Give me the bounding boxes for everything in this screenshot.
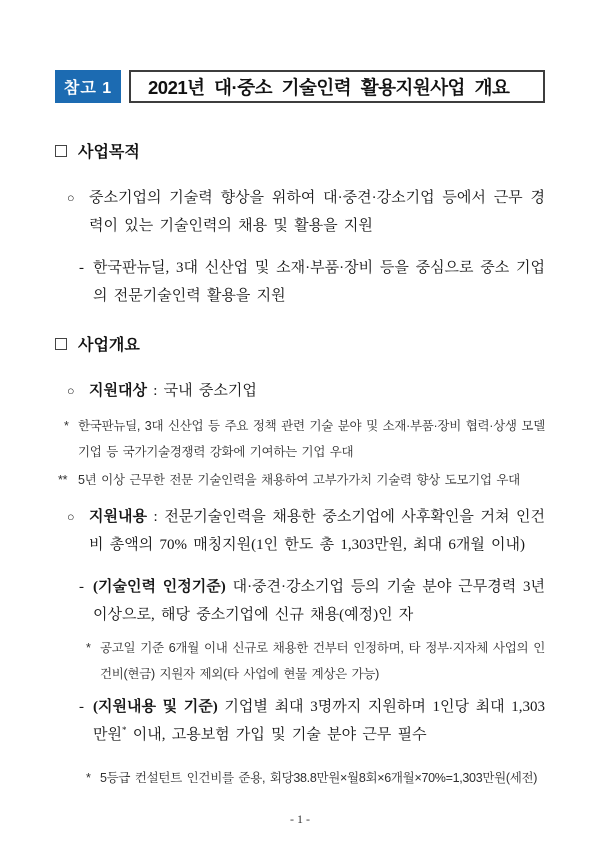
purpose-dash-item	[79, 254, 545, 310]
asterisk-icon: *	[86, 771, 91, 785]
support-standard-value1: 기업별 최대 3명까지 지원하며 1인당 최대 1,303만원	[93, 699, 546, 743]
support-content-label: 지원내용	[89, 509, 147, 525]
document-header	[55, 70, 545, 103]
dash-bullet-icon: -	[79, 579, 84, 595]
footnote-policy-priority	[64, 413, 545, 465]
circle-bullet-icon: ○	[67, 384, 75, 398]
support-standard-dash-item	[79, 693, 545, 749]
section-heading-label: 사업목적	[78, 144, 140, 161]
page-number: - 1 -	[290, 812, 310, 826]
dash-bullet-icon: -	[79, 699, 84, 715]
criteria-value: 대·중견·강소기업 등의 기술 분야 근무경력 3년 이상으로, 해당 중소기업에 신규 채용(예정)인 자	[93, 579, 546, 623]
square-bullet-icon	[55, 145, 67, 157]
section-heading-overview	[55, 332, 545, 355]
support-standard-label: (지원내용 및 기준)	[93, 699, 218, 715]
footnote-experience-priority	[58, 467, 545, 493]
footnote-recognition-rule	[86, 635, 545, 687]
support-content-value: 전문기술인력을 채용한 중소기업에 사후확인을 거쳐 인건비 총액의 70% 매칭지원(1인 한도 총 1,303만원, 최대 6개월 이내)	[89, 509, 545, 553]
support-target-item	[67, 377, 545, 405]
circle-bullet-icon: ○	[67, 191, 75, 205]
support-target-label: 지원대상	[89, 383, 147, 399]
support-content-text	[89, 503, 545, 559]
support-standard-text	[93, 693, 545, 749]
footnote-calculation	[86, 765, 545, 791]
separator: :	[146, 383, 164, 399]
section-heading-label: 사업개요	[78, 337, 140, 354]
purpose-bullet-item	[67, 184, 545, 240]
support-content-item	[67, 503, 545, 559]
footnote-text: 공고일 기준 6개월 이내 신규로 채용한 건부터 인정하며, 타 정부·지자체 사업의 인건비(현금) 지원자 제외(타 사업에 현물 계상은 가능)	[100, 641, 545, 681]
asterisk-icon: *	[86, 641, 91, 655]
circle-bullet-icon: ○	[67, 510, 75, 524]
criteria-text	[93, 573, 545, 629]
double-asterisk-icon: **	[58, 473, 68, 487]
square-bullet-icon	[55, 338, 67, 350]
purpose-dash-text: 한국판뉴딜, 3대 신산업 및 소재·부품·장비 등을 중심으로 중소 기업의 전문기술인력 활용을 지원	[93, 260, 545, 304]
dash-bullet-icon: -	[79, 260, 84, 276]
footnote-text: 5년 이상 근무한 전문 기술인력을 채용하여 고부가가치 기술력 향상 도모기업 우대	[78, 473, 520, 487]
support-standard-value2: 이내, 고용보험 가입 및 기술 분야 근무 필수	[126, 727, 427, 743]
document-title: 2021년 대·중소 기술인력 활용지원사업 개요	[129, 70, 545, 103]
section-heading-purpose	[55, 139, 545, 162]
superscript-asterisk-icon: *	[121, 725, 127, 735]
criteria-label: (기술인력 인정기준)	[93, 579, 226, 595]
purpose-bullet-text: 중소기업의 기술력 향상을 위하여 대·중견·강소기업 등에서 근무 경력이 있는 기술인력의 채용 및 활용을 지원	[89, 190, 545, 234]
reference-badge: 참고 1	[55, 70, 121, 103]
asterisk-icon: *	[64, 419, 69, 433]
separator: :	[146, 509, 165, 525]
support-target-value: 국내 중소기업	[163, 383, 257, 399]
support-target-text	[89, 377, 545, 405]
criteria-dash-item	[79, 573, 545, 629]
footnote-text: 5등급 컨설턴트 인건비를 준용, 회당38.8만원×월8회×6개월×70%=1,303만원(세전)	[100, 771, 538, 785]
footnote-text: 한국판뉴딜, 3대 신산업 등 주요 정책 관련 기술 분야 및 소재·부품·장비 협력·상생 모델 기업 등 국가기술경쟁력 강화에 기여하는 기업 우대	[78, 419, 545, 459]
